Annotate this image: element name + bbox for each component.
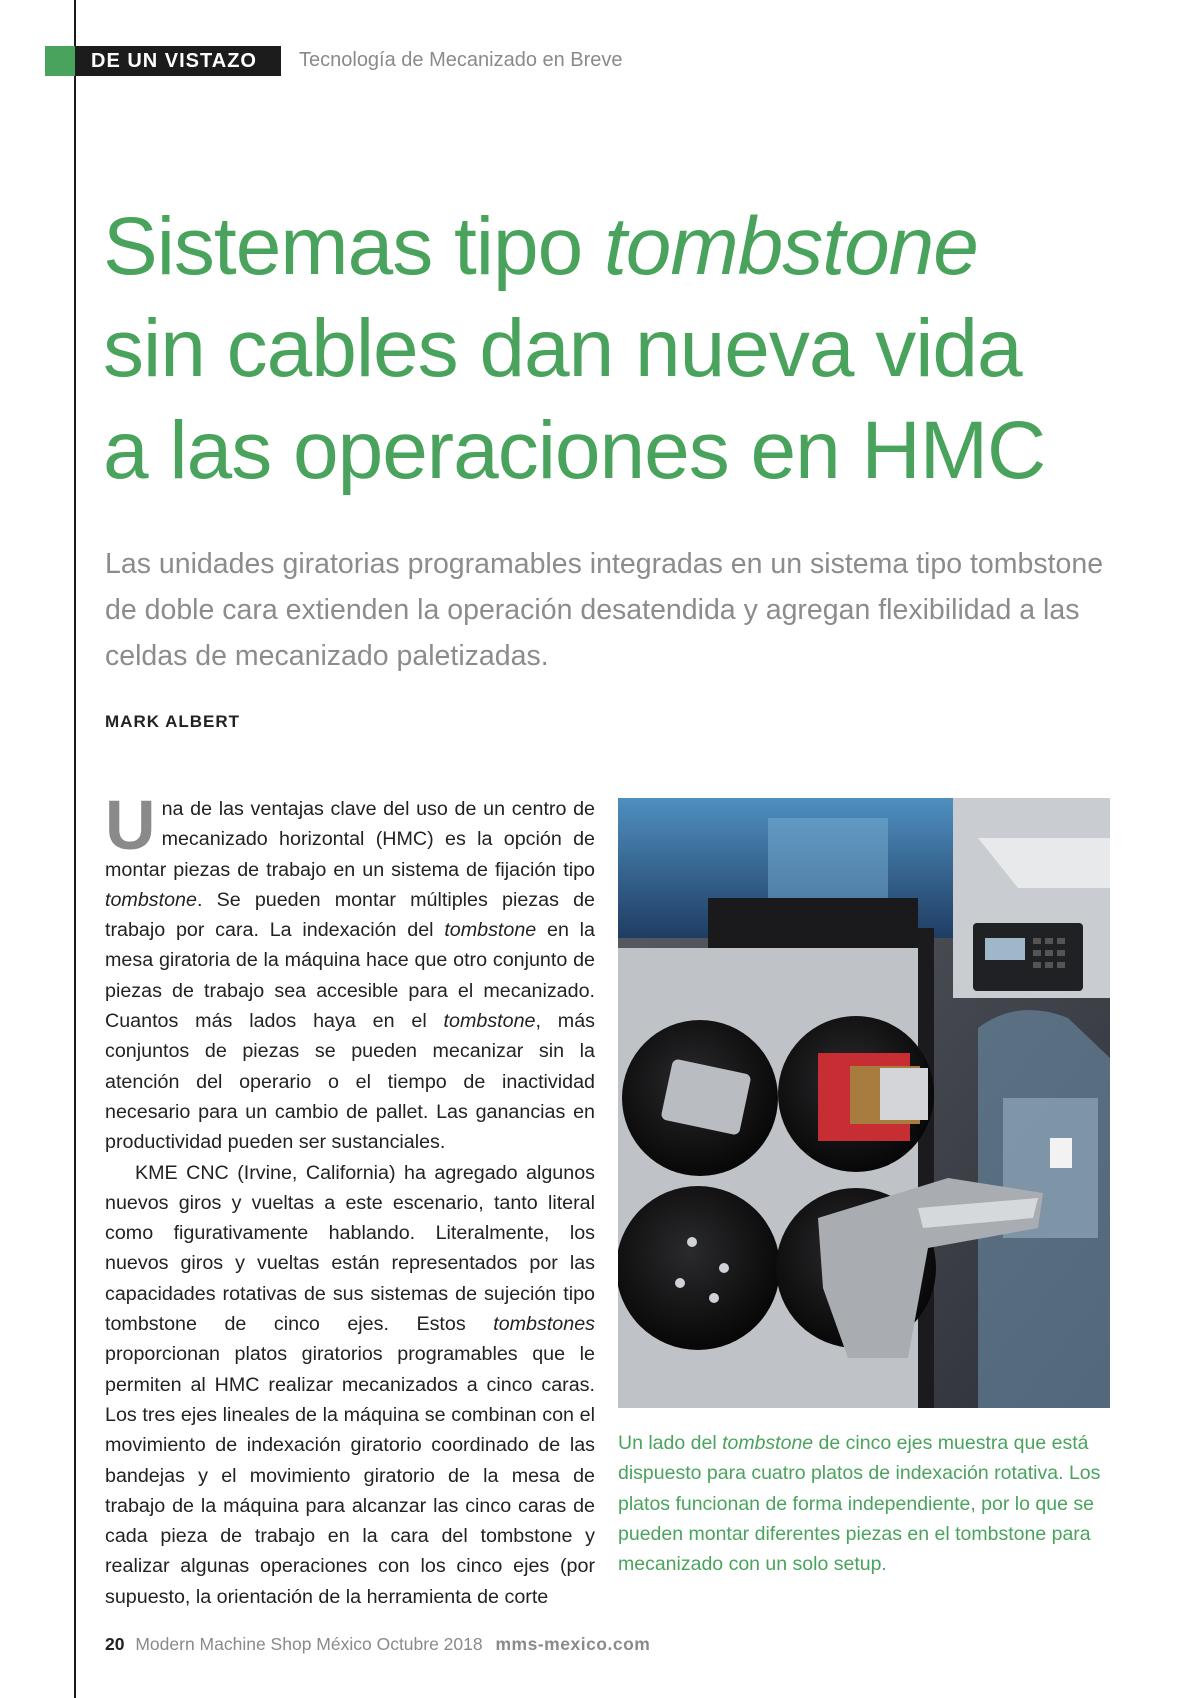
article-photo (618, 798, 1110, 1408)
section-subtitle: Tecnología de Mecanizado en Breve (299, 49, 623, 71)
caption-emphasis: tombstone (722, 1432, 814, 1454)
page-footer (105, 1634, 650, 1655)
rotary-platter-3 (618, 1186, 780, 1350)
page-number: 20 (105, 1634, 125, 1654)
controller-keys (1033, 938, 1065, 968)
article-body (105, 786, 595, 1612)
body-emphasis: tombstone (444, 919, 537, 942)
body-text: . Se pueden montar múltiples piezas de trabajo por cara. La indexación del (105, 888, 595, 942)
byline: MARK ALBERT (105, 712, 241, 731)
body-text: na de las ventajas clave del uso de un centro de mecanizado horizontal (HMC) es la opción de montar piezas de trabajo en un sistema de fijación tipo (105, 798, 595, 881)
body-text: KME CNC (Irvine, California) ha agregado algunos nuevos giros y vueltas a este escenario, tanto literal como figurativamente hablando. Literalmente, los nuevos giros y vueltas están representados por las capacidades rotativas de sus sistemas de sujeción tipo tombstone de cinco ejes. Estos (105, 1161, 595, 1336)
drop-cap: U (105, 786, 156, 864)
section-tab (45, 46, 281, 76)
body-emphasis: tombstone (443, 1010, 536, 1033)
body-emphasis: tombstone (105, 888, 197, 911)
body-paragraph (105, 786, 595, 1158)
section-label: DE UN VISTAZO (91, 50, 257, 72)
article-dek: Las unidades giratorias programables integradas en un sistema tipo tombstone de doble cara extienden la operación desatendida y agregan flexibilidad a las celdas de mecanizado paletizadas. (105, 548, 1104, 672)
body-text: proporcionan platos giratorios programables que le permiten al HMC realizar mecanizados a cinco caras. Los tres ejes lineales de la máquina se combinan con el movimiento de indexación giratorio coordinado de las bandejas y el movimiento giratorio de la mesa de trabajo de la máquina para alcanzar las cinco caras de cada pieza de trabajo en la cara del tombstone y realizar algunas operaciones con los cinco ejes (por supuesto, la orientación de la herramienta de corte (105, 1343, 595, 1608)
headline-line-3: a las operaciones en HMC (103, 405, 1046, 496)
margin-rule (74, 0, 76, 1698)
caption-text: Un lado del (618, 1432, 723, 1454)
photo-caption (618, 1428, 1108, 1579)
headline (103, 196, 1183, 502)
body-paragraph (105, 1158, 595, 1612)
headline-text: Sistemas tipo (103, 201, 604, 292)
body-emphasis: tombstones (493, 1313, 595, 1336)
headline-line-1 (103, 196, 1183, 298)
publication-url: mms-mexico.com (495, 1634, 651, 1654)
tombstone-photo-illustration (618, 798, 1110, 1408)
headline-line-2: sin cables dan nueva vida (103, 303, 1022, 394)
body-text: , más conjuntos de piezas se pueden mecanizar sin la atención del operario o el tiempo de inactividad necesario para un cambio de pallet. Las ganancias en productividad pueden ser sustanciales. (105, 1010, 595, 1154)
body-text: en la mesa giratoria de la máquina hace que otro conjunto de piezas de trabajo sea accesible para el mecanizado. Cuantos más lados haya en el (105, 919, 595, 1033)
caption-text: de cinco ejes muestra que está dispuesto para cuatro platos de indexación rotativa. Los platos funcionan de forma independiente, por lo que se pueden montar diferentes piezas en el tombstone para mecanizado con un solo setup. (618, 1432, 1101, 1576)
headline-emphasis: tombstone (603, 201, 978, 292)
publication-name: Modern Machine Shop México Octubre 2018 (135, 1634, 483, 1654)
